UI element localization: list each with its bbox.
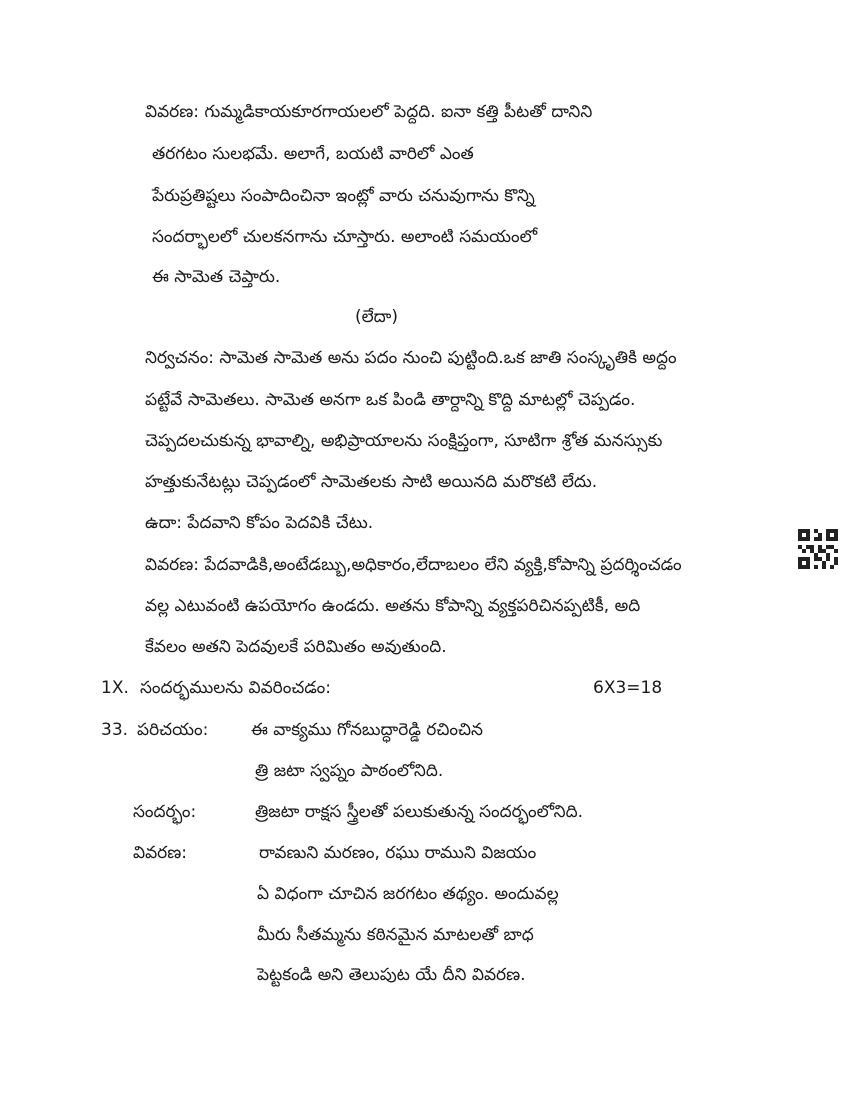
section-marks: 6X3=18 <box>593 678 663 698</box>
para2-line-5: ఉదా: పేదవాని కోపం పెదవికి చేటు. <box>145 513 374 533</box>
para2-line-3: చెప్పదలచుకున్న భావాల్ని, అభిప్రాయాలను సంక్షిప్తంగా, సూటిగా శ్రోత మనస్సుకు <box>145 431 663 451</box>
para1-line-5: ఈ సామెత చెప్తారు. <box>152 267 281 287</box>
question-number: 33. <box>101 720 129 740</box>
intro-line-2: త్రి జటా స్వప్నం పాఠంలోనిది. <box>255 761 444 781</box>
intro-line-1: ఈ వాక్యము గోనబుద్ధారెడ్డి రచించిన <box>251 720 483 740</box>
para2-line-7: వల్ల ఎటువంటి ఉపయోగం ఉండదు. అతను కోపాన్ని వ్యక్తపరిచినప్పటికీ, అది <box>145 596 641 616</box>
explain-line-3: మీరు సీతమ్మను కఠినమైన మాటలతో బాధ <box>257 925 534 945</box>
para2-line-4: హత్తుకునేటట్లు చెప్పడంలో సామెతలకు సాటి అయినది మరొకటి లేదు. <box>145 472 598 492</box>
explain-line-4: పెట్టకండి అని తెలుపుట యే దీని వివరణ. <box>257 965 526 985</box>
para2-line-2: పట్టేవే సామెతలు. సామెత అనగా ఒక పిండి తార్దాన్ని కొద్ది మాటల్లో చెప్పడం. <box>145 390 636 410</box>
section-title: సందర్భములను వివరించడం: <box>140 678 331 698</box>
qr-code-icon <box>798 529 838 569</box>
para2-line-1: నిర్వచనం: సామెత సామెత అను పదం నుంచి పుట్టింది.ఒక జాతి సంస్కృతికి అద్దం <box>145 348 677 368</box>
intro-label: పరిచయం: <box>137 720 209 740</box>
context-text: త్రిజటా రాక్షస స్త్రీలతో పలుకుతున్న సందర్భంలోనిది. <box>255 802 583 822</box>
or-label: (లేదా) <box>355 307 398 327</box>
context-label: సందర్భం: <box>133 802 197 822</box>
para1-line-1: వివరణ: గుమ్మడికాయకూరగాయలలో పెద్దది. ఐనా కత్తి పీటతో దానిని <box>145 102 593 122</box>
explain-line-1: రావణుని మరణం, రఘు రాముని విజయం <box>259 843 537 863</box>
para1-line-3: పేరుప్రతిష్టలు సంపాదించినా ఇంట్లో వారు చనువుగాను కొన్ని <box>152 186 535 206</box>
explain-line-2: ఏ విధంగా చూచిన జరగటం తథ్యం. అందువల్ల <box>257 884 559 904</box>
explain-label: వివరణ: <box>133 843 188 863</box>
section-number: 1X. <box>101 678 129 698</box>
para1-line-4: సందర్భాలలో చులకనగాను చూస్తారు. అలాంటి సమయంలో <box>152 227 538 247</box>
para1-line-2: తరగటం సులభమే. అలాగే, బయటి వారిలో ఎంత <box>152 144 474 164</box>
para2-line-8: కేవలం అతని పెదవులకే పరిమితం అవుతుంది. <box>145 637 447 657</box>
para2-line-6: వివరణ: పేదవాడికి,అంటేడబ్బు,అధికారం,లేదాబలం లేని వ్యక్తి,కోపాన్ని ప్రదర్శించడం <box>145 555 682 575</box>
